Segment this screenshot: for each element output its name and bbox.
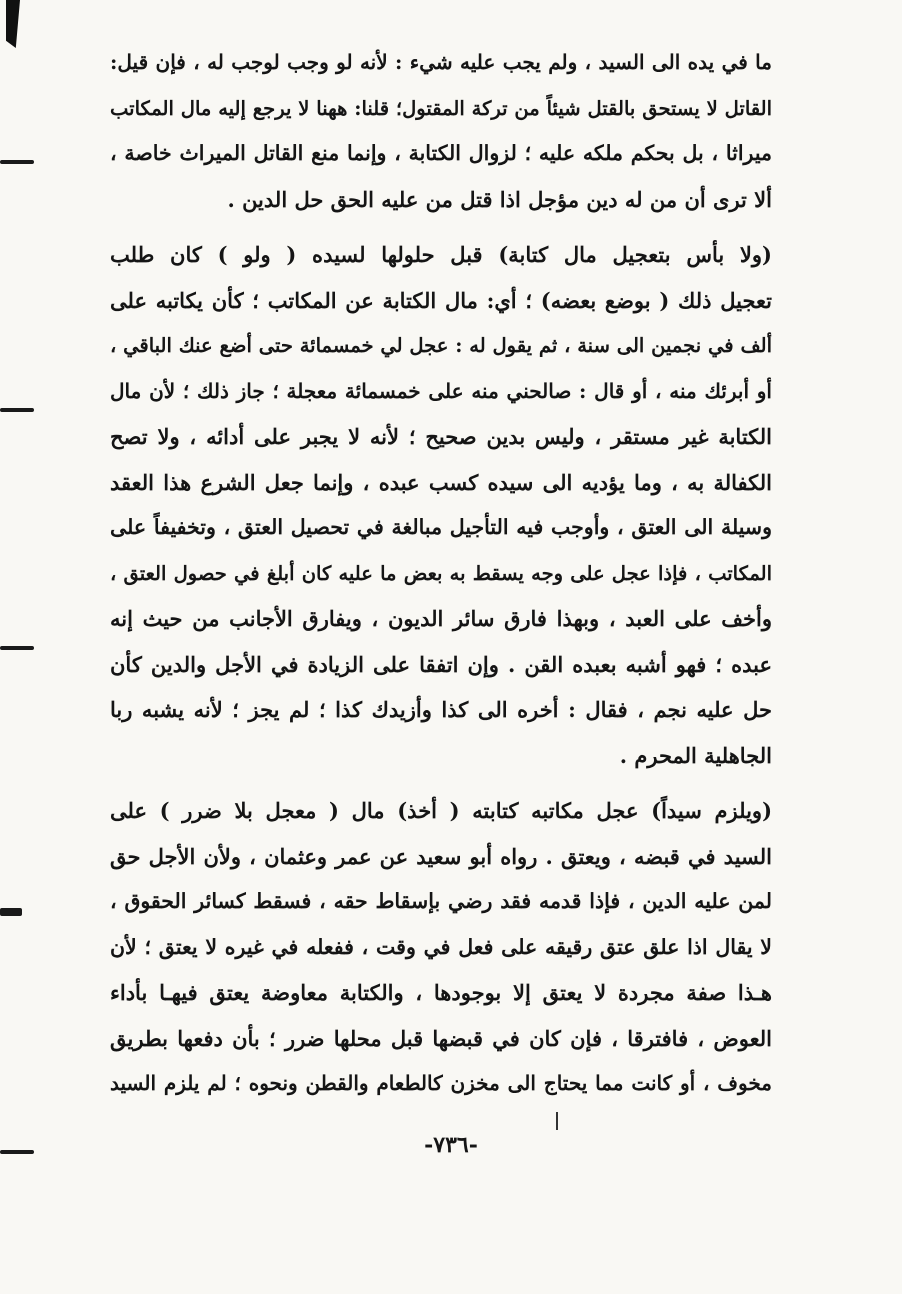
text-line: حل عليه نجم ، فقال : أخره الى كذا وأزيدك كذا ؛ لم يجز ؛ لأنه يشبه ربا: [110, 697, 772, 722]
text-line: ميراثا ، بل بحكم ملكه عليه ؛ لزوال الكتابة ، وإنما منع القاتل الميراث خاصة ،: [110, 141, 772, 165]
text-line: وسيلة الى العتق ، وأوجب فيه التأجيل مبالغة في تحصيل العتق ، وتخفيفاً على: [110, 515, 772, 539]
page-number: -٧٣٦-: [424, 1132, 478, 1158]
text-line: لا يقال اذا علق عتق رقيقه على فعل في وقت ، ففعله في غيره لا يعتق ؛ لأن: [110, 934, 772, 959]
text-line: الكتابة غير مستقر ، وليس بدين صحيح ؛ لأنه لا يجبر على أدائه ، ولا تصح: [110, 424, 772, 449]
text-line: العوض ، فافترقا ، فإن كان في قبضها قبل محلها ضرر ؛ بأن دفعها بطريق: [110, 1025, 772, 1051]
text-line: عبده ؛ فهو أشبه بعبده القن . وإن اتفقا على الزيادة في الأجل والدين كأن: [110, 651, 772, 677]
edge-mark: [0, 160, 34, 164]
paragraph-2: [110, 232, 772, 778]
text-line: أو أبرئك منه ، أو قال : صالحني منه على خمسمائة معجلة ؛ جاز ذلك ؛ لأن مال: [110, 378, 772, 403]
text-line: ألف في نجمين الى سنة ، ثم يقول له : عجل لي خمسمائة حتى أضع عنك الباقي ،: [110, 334, 772, 357]
body-text: [110, 40, 772, 1107]
text-line: ألا ترى أن من له دين مؤجل اذا قتل من عليه الحق حل الدين .: [227, 186, 772, 212]
text-line: ما في يده الى السيد ، ولم يجب عليه شيء : لأنه لو وجب لوجب له ، فإن قيل:: [110, 50, 772, 74]
text-line: مخوف ، أو كانت مما يحتاج الى مخزن كالطعام والقطن ونحوه ؛ لم يلزم السيد: [110, 1071, 772, 1095]
text-line: السيد في قبضه ، ويعتق . رواه أبو سعيد عن عمر وعثمان ، ولأن الأجل حق: [110, 843, 772, 869]
text-line: الجاهلية المحرم .: [619, 742, 772, 768]
text-line: لمن عليه الدين ، فإذا قدمه فقد رضي بإسقاط حقه ، فسقط كسائر الحقوق ،: [110, 889, 772, 913]
text-line: (ولا بأس بتعجيل مال كتابة) قبل حلولها لسيده ( ولو ) كان طلب: [110, 242, 772, 267]
text-line: تعجيل ذلك ( بوضع بعضه) ؛ أي: مال الكتابة عن المكاتب ؛ كأن يكاتبه على: [110, 287, 772, 313]
paragraph-1: [110, 40, 772, 222]
corner-mark: [6, 0, 20, 48]
text-line: الكفالة به ، وما يؤديه الى سيده كسب عبده ، وإنما جعل الشرع هذا العقد: [110, 469, 772, 495]
text-line: هـذا صفة مجردة لا يعتق إلا بوجودها ، والكتابة معاوضة يعتق فيهـا بأداء: [110, 980, 772, 1005]
edge-mark: [0, 408, 34, 412]
text-line: وأخف على العبد ، وبهذا فارق سائر الديون ، ويفارق الأجانب من حيث إنه: [110, 606, 772, 631]
stray-mark: [556, 1112, 558, 1130]
text-line: القاتل لا يستحق بالقتل شيئاً من تركة المقتول؛ قلنا: ههنا لا يرجع إليه مال المكاتب: [110, 96, 772, 120]
text-line: (ويلزم سيداً) عجل مكاتبه كتابته ( أخذ) مال ( معجل بلا ضرر ) على: [110, 798, 772, 823]
edge-mark: [0, 908, 22, 916]
paragraph-3: [110, 788, 772, 1107]
text-line: المكاتب ، فإذا عجل على وجه يسقط به بعض ما عليه كان أبلغ في حصول العتق ،: [110, 561, 772, 585]
edge-mark: [0, 646, 34, 650]
